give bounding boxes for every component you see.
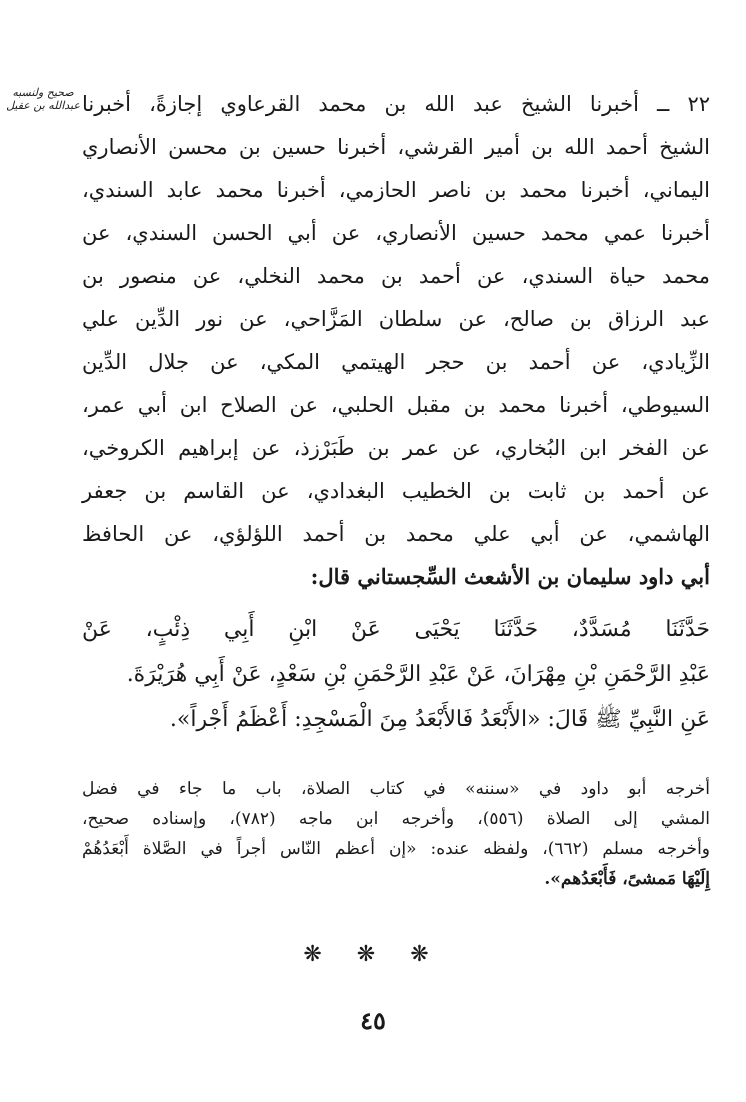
- hadith-line: حَدَّثَنَا مُسَدَّدٌ، حَدَّثَنَا يَحْيَى عَنْ ابْنِ أَبِي ذِئْبٍ، عَنْ: [82, 617, 710, 642]
- footnote-line: وأخرجه مسلم (٦٦٢)، ولفظه عنده: «إن أعظم النّاس أجراً في الصَّلاة أَبْعَدُهُمْ: [82, 839, 710, 859]
- main-line: محمد حياة السندي، عن أحمد بن محمد النخلي، عن منصور بن: [82, 264, 710, 288]
- footnote-line: إِلَيْهَا مَمشىً، فَأَبْعَدُهم».: [544, 869, 710, 889]
- main-line: الشيخ أحمد الله بن أمير القرشي، أخبرنا حسين بن محسن الأنصاري: [82, 135, 710, 159]
- hadith-line: عَبْدِ الرَّحْمَنِ بْنِ مِهْرَانَ، عَنْ عَبْدِ الرَّحْمَنِ بْنِ سَعْدٍ، عَنْ أَبِي هُرَيْرَةَ.: [126, 662, 710, 687]
- hadith-line: عَنِ النَّبِيِّ ﷺ قَالَ: «الأَبْعَدُ فَالأَبْعَدُ مِنَ الْمَسْجِدِ: أَعْظَمُ أَجْراً».: [169, 707, 710, 732]
- main-line: عن الفخر ابن البُخاري، عن عمر بن طَبَرْزذ، عن إبراهيم الكروخي،: [82, 436, 710, 460]
- main-line: عن أحمد بن ثابت بن الخطيب البغدادي، عن القاسم بن جعفر: [82, 479, 710, 503]
- main-line: ٢٢ ــ أخبرنا الشيخ عبد الله بن محمد القرعاوي إجازةً، أخبرنا: [82, 92, 710, 116]
- page-number: ٤٥: [360, 1006, 386, 1035]
- main-line: السيوطي، أخبرنا محمد بن مقبل الحلبي، عن الصلاح ابن أبي عمر،: [82, 393, 710, 417]
- main-line: الهاشمي، عن أبي علي محمد بن أحمد اللؤلؤي، عن الحافظ: [82, 522, 710, 546]
- main-line: أبي داود سليمان بن الأشعث السِّجستاني قال:: [310, 564, 710, 589]
- main-line: الزِّيادي، عن أحمد بن حجر الهيتمي المكي، عن جلال الدِّين: [82, 350, 710, 374]
- main-line: عبد الرزاق بن صالح، عن سلطان المَزَّاحي، عن نور الدِّين علي: [82, 307, 710, 331]
- footnote-line: أخرجه أبو داود في «سننه» في كتاب الصلاة، باب ما جاء في فضل: [82, 779, 710, 799]
- section-separator: ❋ ❋ ❋: [303, 942, 443, 967]
- main-line: اليماني، أخبرنا محمد بن ناصر الحازمي، أخبرنا محمد عابد السندي،: [82, 178, 710, 202]
- handwritten-margin-note: صحيح ولنسبه عبدالله بن عقيل: [6, 86, 80, 112]
- main-line: أخبرنا عمي محمد حسين الأنصاري، عن أبي الحسن السندي، عن: [82, 221, 710, 245]
- footnote-line: المشي إلى الصلاة (٥٥٦)، وأخرجه ابن ماجه (٧٨٢)، وإسناده صحيح،: [82, 809, 711, 829]
